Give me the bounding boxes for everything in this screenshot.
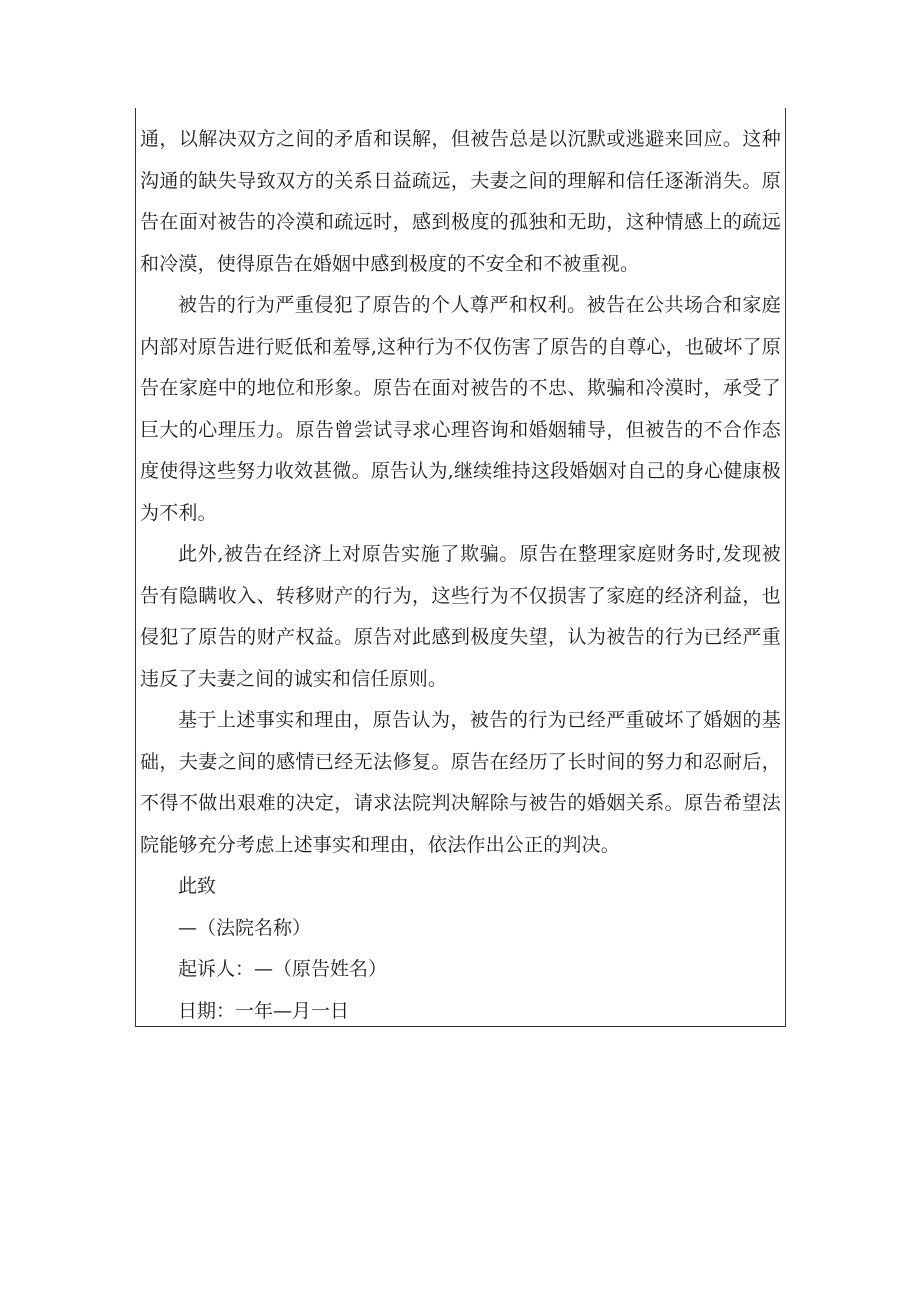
salutation: 此致 <box>178 875 217 897</box>
body-paragraph-3: 此外,被告在经济上对原告实施了欺骗。原告在整理家庭财务时,发现被告有隐瞒收入、转移财产的行为，这些行为不仅损害了家庭的经济利益，也侵犯了原告的财产权益。原告对此感到极度失望，认为被告的行为已经严重违反了夫妻之间的诚实和信任原则。 <box>140 543 781 690</box>
court-name-line: —（法院名称） <box>178 916 312 939</box>
body-paragraph-1: 通，以解决双方之间的矛盾和误解，但被告总是以沉默或逃避来回应。这种沟通的缺失导致双方的关系日益疏远，夫妻之间的理解和信任逐渐消失。原告在面对被告的冷漠和疏远时，感到极度的孤独和无助，这种情感上的疏远和冷漠，使得原告在婚姻中感到极度的不安全和不被重视。 <box>140 128 781 275</box>
document-frame <box>135 108 786 1027</box>
body-paragraph-4: 基于上述事实和理由，原告认为，被告的行为已经严重破坏了婚姻的基础，夫妻之间的感情已经无法修复。原告在经历了长时间的努力和忍耐后，不得不做出艰难的决定，请求法院判决解除与被告的婚姻关系。原告希望法院能够充分考虑上述事实和理由，依法作出公正的判决。 <box>140 709 781 856</box>
plaintiff-line: 起诉人：—（原告姓名） <box>178 958 388 980</box>
date-line: 日期：一年—月一日 <box>178 999 350 1022</box>
body-paragraph-2: 被告的行为严重侵犯了原告的个人尊严和权利。被告在公共场合和家庭内部对原告进行贬低和羞辱,这种行为不仅伤害了原告的自尊心，也破坏了原告在家庭中的地位和形象。原告在面对被告的不忠、欺骗和冷漠时，承受了巨大的心理压力。原告曾尝试寻求心理咨询和婚姻辅导，但被告的不合作态度使得这些努力收效甚微。原告认为,继续维持这段婚姻对自己的身心健康极为不利。 <box>140 294 781 524</box>
